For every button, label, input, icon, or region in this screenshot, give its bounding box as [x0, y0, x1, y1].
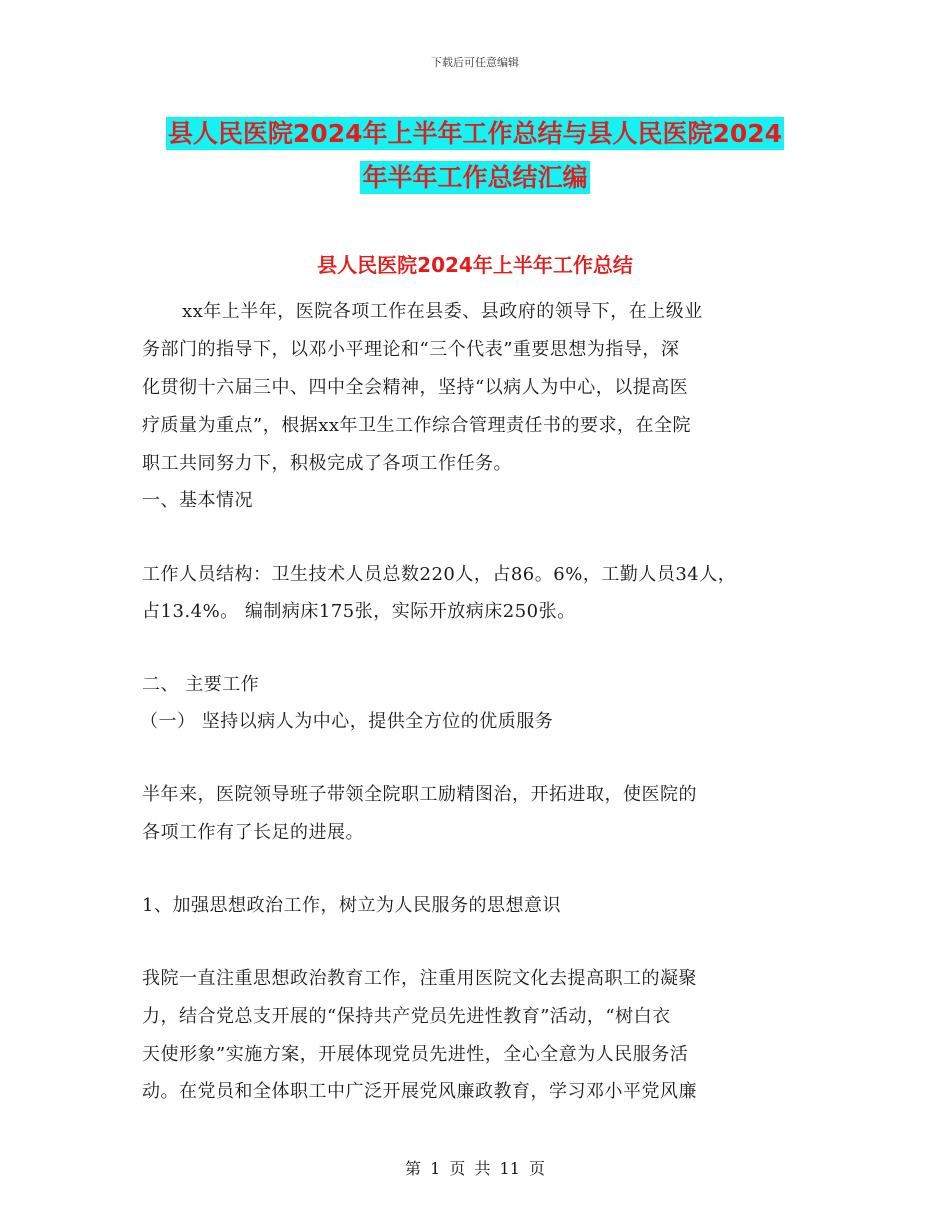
paragraph-line: 化贯彻十六届三中、四中全会精神，坚持“以病人为中心，以提高医: [142, 377, 689, 398]
section-title: 县人民医院2024年上半年工作总结: [317, 253, 633, 277]
paragraph-line: 力，结合党总支开展的“保持共产党员先进性教育”活动，“树白衣: [142, 1006, 671, 1027]
document-title-line-1: 县人民医院2024年上半年工作总结与县人民医院2024: [167, 119, 783, 148]
paragraph-line: 半年来，医院领导班子带领全院职工励精图治，开拓进取，使医院的: [142, 784, 697, 805]
paragraph-line: 占13.4%。 编制病床175张，实际开放病床250张。: [142, 601, 576, 622]
heading-basic-info: 一、基本情况: [142, 490, 253, 511]
paragraph-line: 各项工作有了长足的进展。: [142, 822, 364, 843]
paragraph-line: 动。在党员和全体职工中广泛开展党风廉政教育，学习邓小平党风廉: [142, 1081, 697, 1102]
subheading-ideology: 1、加强思想政治工作，树立为人民服务的思想意识: [142, 895, 561, 916]
subheading-patient-centered: （一） 坚持以病人为中心，提供全方位的优质服务: [140, 711, 554, 732]
paragraph-line: xx年上半年，医院各项工作在县委、县政府的领导下，在上级业: [182, 301, 703, 322]
paragraph-line: 职工共同努力下，积极完成了各项工作任务。: [142, 453, 512, 474]
heading-main-work: 二、 主要工作: [142, 674, 260, 695]
paragraph-line: 工作人员结构：卫生技术人员总数220人，占86。6%，工勤人员34人，: [142, 564, 737, 585]
header-note: 下载后可任意编辑: [431, 56, 519, 69]
paragraph-line: 疗质量为重点”，根据xx年卫生工作综合管理责任书的要求，在全院: [142, 415, 692, 436]
document-title-line-2: 年半年工作总结汇编: [362, 163, 588, 192]
page-footer: 第 1 页 共 11 页: [405, 1159, 545, 1178]
paragraph-line: 天使形象”实施方案，开展体现党员先进性，全心全意为人民服务活: [142, 1044, 689, 1065]
paragraph-line: 我院一直注重思想政治教育工作，注重用医院文化去提高职工的凝聚: [142, 968, 697, 989]
paragraph-line: 务部门的指导下，以邓小平理论和“三个代表”重要思想为指导，深: [142, 339, 680, 360]
